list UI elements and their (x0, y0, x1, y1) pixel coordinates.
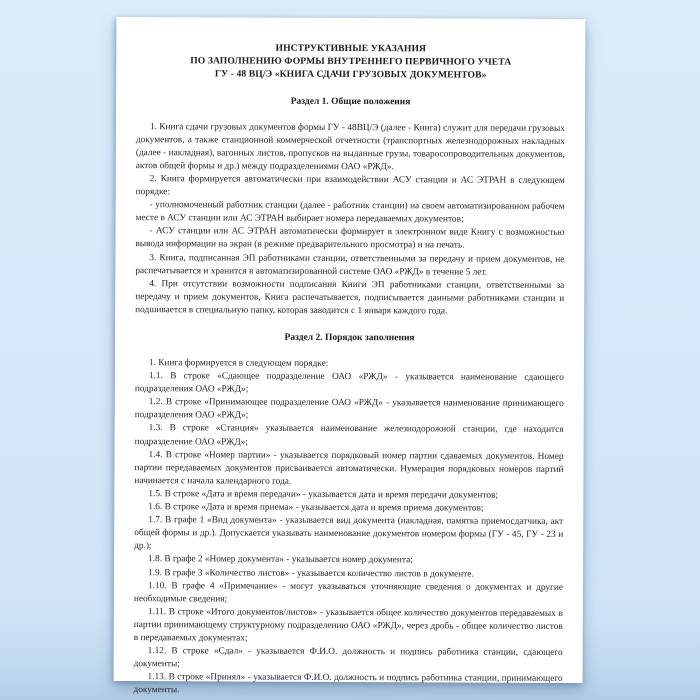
paragraph: 1.2. В строке «Принимающее подразделение ОАО «РЖД» - указывается наименование принимающего подразделения ОАО «РЖД»; (134, 397, 564, 421)
paragraph: 1. Книга сдачи грузовых документов формы ГУ - 48ВЦ/Э (далее - Книга) служит для передачи грузовых документов, а также станционной коммерческой отчетности (транспортных железнодорожных накладных (далее - накладная), вагонных листов, пропусков на выданные грузы, товаросопроводительных документов, актов общей формы и др.) между подразделениями ОАО «РЖД». (135, 121, 565, 173)
paragraph: 1.11. В строке «Итого документов/листов» - указывается общее количество документов передаваемых в партии принимающему структурному подразделению ОАО «РЖД», через дробь - общее количество листов в передаваемых документах; (133, 606, 563, 644)
paragraph: 1.12. В строке «Сдал» - указывается Ф.И.О. должность и подпись работника станции, сдающего документы; (133, 646, 563, 670)
paragraph: 1.5. В строке «Дата и время передачи» - указывается дата и время передачи документов; (148, 489, 498, 501)
document-title-line: ПО ЗАПОЛНЕНИЮ ФОРМЫ ВНУТРЕННЕГО ПЕРВИЧНОГО УЧЕТА (190, 55, 512, 68)
paragraph: 1.1. В строке «Сдающее подразделение ОАО «РЖД» - указывается наименование сдающего подразделения ОАО «РЖД»; (134, 371, 564, 395)
paragraph: 1.9. В графе 3 «Количество листов» - указывается количество листов в документе. (148, 567, 474, 580)
paragraph: 2. Книга формируется автоматически при взаимодействии АСУ станции и АС ЭТРАН в следующем порядке: (135, 174, 565, 198)
paragraph: 4. При отсутствии возможности подписания Книги ЭП работниками станции, ответственными за передачу и прием документов, Книга распечатывается, подписывается данными работниками станции и подшивается в специальную папку, которая заводится с 1 января каждого года. (135, 278, 565, 317)
paragraph: 1.6. В строке «Дата и время приема» - указывается дата и время приема документов; (148, 502, 484, 514)
paragraph: 1. Книга формируется в следующем порядке: (148, 358, 329, 369)
paragraph: - АСУ станции или АС ЭТРАН автоматически формирует в электронном виде Книгу с возможностью вывода информации на экран (в режиме предварительного просмотра) и на печать. (135, 226, 565, 251)
document-sections (133, 95, 565, 700)
paragraph: 1.3. В строке «Станция» указывается наименование железнодорожной станции, где находится подразделение ОАО «РЖД»; (134, 423, 564, 448)
section-heading: Раздел 2. Порядок заполнения (284, 332, 415, 344)
document-title (136, 41, 565, 82)
paragraph: 1.7. В графе 1 «Вид документа» - указывается вид документа (накладная, памятка приемосдатчика, акт общей формы и др.). Допускается указывать наименование документов номером формы (ГУ - 45, ГУ - 23 и др.); (134, 515, 564, 552)
paragraph: - уполномоченный работник станции (далее - работник станции) на своем автоматизированном рабочем месте в АСУ станции или АС ЭТРАН выбирает номера передаваемых документов; (135, 200, 565, 225)
paragraph: 3. Книга, подписанная ЭП работниками станции, ответственными за передачу и прием документов, не распечатывается и хранится в автоматизированной системе ОАО «РЖД» в течение 5 лет. (135, 252, 565, 278)
paragraph: 1.8. В графе 2 «Номер документа» - указывается номер документа; (148, 554, 413, 566)
document-page (114, 17, 586, 696)
section-heading: Раздел 1. Общие положения (290, 96, 411, 107)
paragraph: 1.13. В строке «Принял» - указывается Ф.И.О. должность и подпись работника станции, принимающего документы. (133, 672, 563, 696)
paragraph: 1.4. В строке «Номер партии» - указывается порядковый номер партии сдаваемых документов. Номер партии передаваемых документов присваивается автоматически. Нумерация порядковых номеров партий начинается с начала календарного года. (134, 449, 564, 487)
paragraph: 1.10. В графе 4 «Примечание» - могут указываться уточняющие сведения о документах и другие необходимые сведения; (133, 580, 563, 605)
document-title-line: ИНСТРУКТИВНЫЕ УКАЗАНИЯ (275, 42, 427, 55)
document-title-line: ГУ - 48 ВЦ/Э «КНИГА СДАЧИ ГРУЗОВЫХ ДОКУМЕНТОВ» (214, 68, 487, 82)
